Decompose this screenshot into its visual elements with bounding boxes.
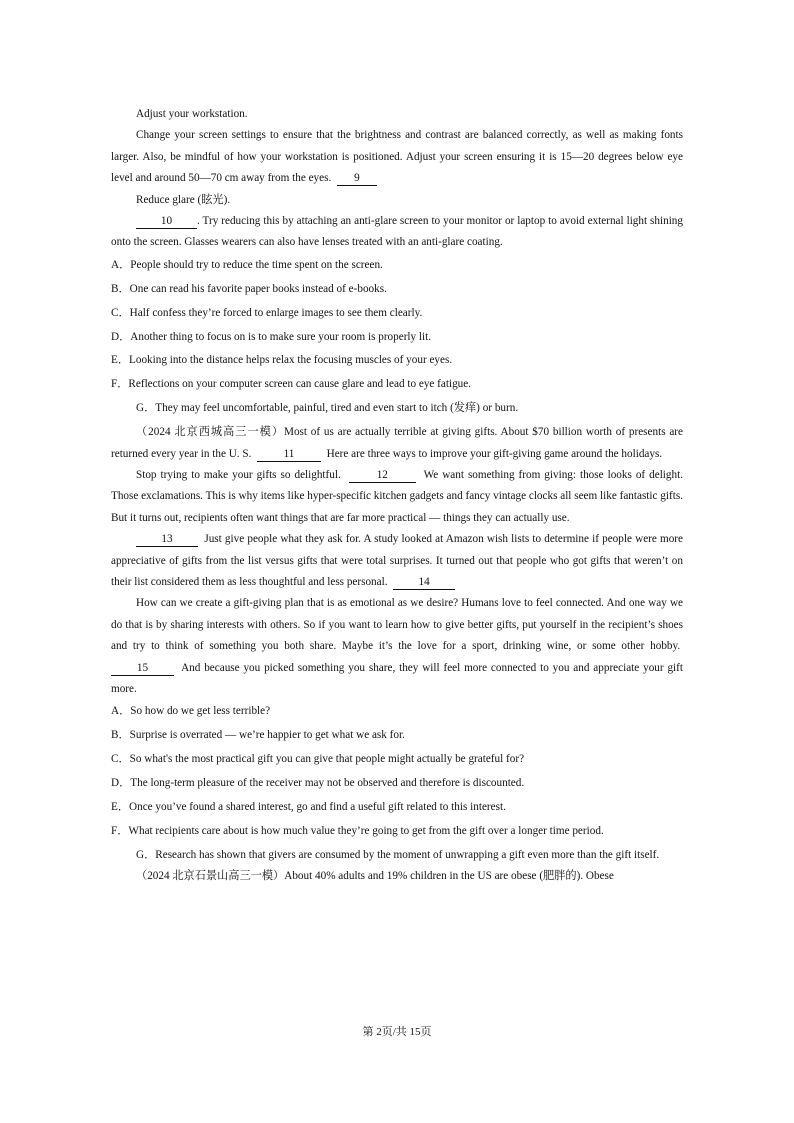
paragraph-text: . Try reducing this by attaching an anti-glare screen to your monitor or laptop to avoid external light shining onto the screen. Glasses wearers can also have lenses treated with an anti-glare coating. (111, 215, 683, 249)
blank-15[interactable]: 15 (111, 661, 174, 676)
blank-12[interactable]: 12 (349, 468, 416, 483)
paragraph-delightful (111, 465, 683, 529)
option-e: E．Looking into the distance helps relax the focusing muscles of your eyes. (111, 354, 453, 367)
section-heading-glare: Reduce glare (眩光). (136, 193, 231, 206)
option-d: D．Another thing to focus on is to make sure your room is properly lit. (111, 330, 432, 343)
option-f: F．Reflections on your computer screen can cause glare and lead to eye fatigue. (111, 378, 472, 391)
passage-intro: （2024 北京石景山高三一模）About 40% adults and 19% children in the US are obese (肥胖的). Obese (136, 870, 614, 883)
option-b: B．One can read his favorite paper books instead of e-books. (111, 282, 387, 295)
paragraph-emotional (111, 593, 683, 700)
paragraph-text: We want something from giving: those looks of delight. Those exclamations. This is why items like hyper-specific kitchen gadgets and fancy vintage clocks all seem like fantastic gifts. But it turns out, recipients often want things that are far more practical — things they can actually use. (111, 469, 684, 524)
paragraph-text: How can we create a gift-giving plan that is as emotional as we desire? Humans love to feel connected. And one way we do that is by sharing interests with others. So if you want to learn how to give better gifts, put yourself in the recipient’s shoes and try to think of something you both share. Maybe it’s the love for a sport, drinking wine, or some other hobby. (111, 597, 683, 653)
passage-intro (111, 422, 683, 465)
paragraph-text: Just give people what they ask for. A study looked at Amazon wish lists to determine if people were more appreciative of gifts from the list versus gifts that were total surprises. It turned out that people who got gifts that weren’t on their list considered them as less thoughtful and less personal. (111, 533, 683, 589)
option-e: E．Once you’ve found a shared interest, go and find a useful gift related to this interest. (111, 801, 506, 814)
option-c: C．So what's the most practical gift you can give that people might actually be grateful for? (111, 753, 525, 766)
blank-10[interactable]: 10 (136, 214, 197, 229)
section-heading-workstation: Adjust your workstation. (136, 108, 248, 120)
paragraph-text: Here are three ways to improve your gift-giving game around the holidays. (326, 447, 663, 460)
blank-14[interactable]: 14 (393, 575, 455, 590)
paragraph-text: Change your screen settings to ensure that the brightness and contrast are balanced correctly, as well as making fonts larger. Also, be mindful of how your workstation is positioned. Adjust your screen ensuring it is 15—20 degrees below eye level and around 50—70 cm away from the eyes. (111, 129, 683, 185)
paragraph-wish-lists (111, 529, 683, 593)
option-f: F．What recipients care about is how much value they’re going to get from the gift over a longer time period. (111, 825, 604, 837)
paragraph-text: （2024 北京西城高三一模）Most of us are actually terrible at giving gifts. About $70 billion worth of presents are returned every year in the U. S. (111, 426, 683, 460)
blank-9[interactable]: 9 (337, 171, 377, 186)
paragraph-workstation (111, 125, 683, 189)
document-body (111, 104, 683, 888)
blank-11[interactable]: 11 (257, 447, 321, 462)
option-g: G．Research has shown that givers are consumed by the moment of unwrapping a gift even more than the gift itself. (136, 848, 660, 861)
option-a: A．People should try to reduce the time spent on the screen. (111, 258, 383, 271)
page-footer: 第 2页/共 15页 (362, 1026, 432, 1038)
paragraph-text: And because you picked something you share, they will feel more connected to you and appreciate your gift more. (111, 661, 684, 696)
paragraph-text: Stop trying to make your gifts so delightful. (136, 469, 341, 481)
blank-13[interactable]: 13 (136, 532, 198, 547)
option-c: C．Half confess they’re forced to enlarge images to see them clearly. (111, 306, 423, 319)
option-g: G．They may feel uncomfortable, painful, tired and even start to itch (发痒) or burn. (136, 402, 519, 415)
option-d: D．The long-term pleasure of the receiver may not be observed and therefore is discounted. (111, 777, 525, 790)
option-b: B．Surprise is overrated — we’re happier to get what we ask for. (111, 729, 405, 742)
paragraph-glare (111, 211, 683, 254)
option-a: A．So how do we get less terrible? (111, 705, 271, 718)
